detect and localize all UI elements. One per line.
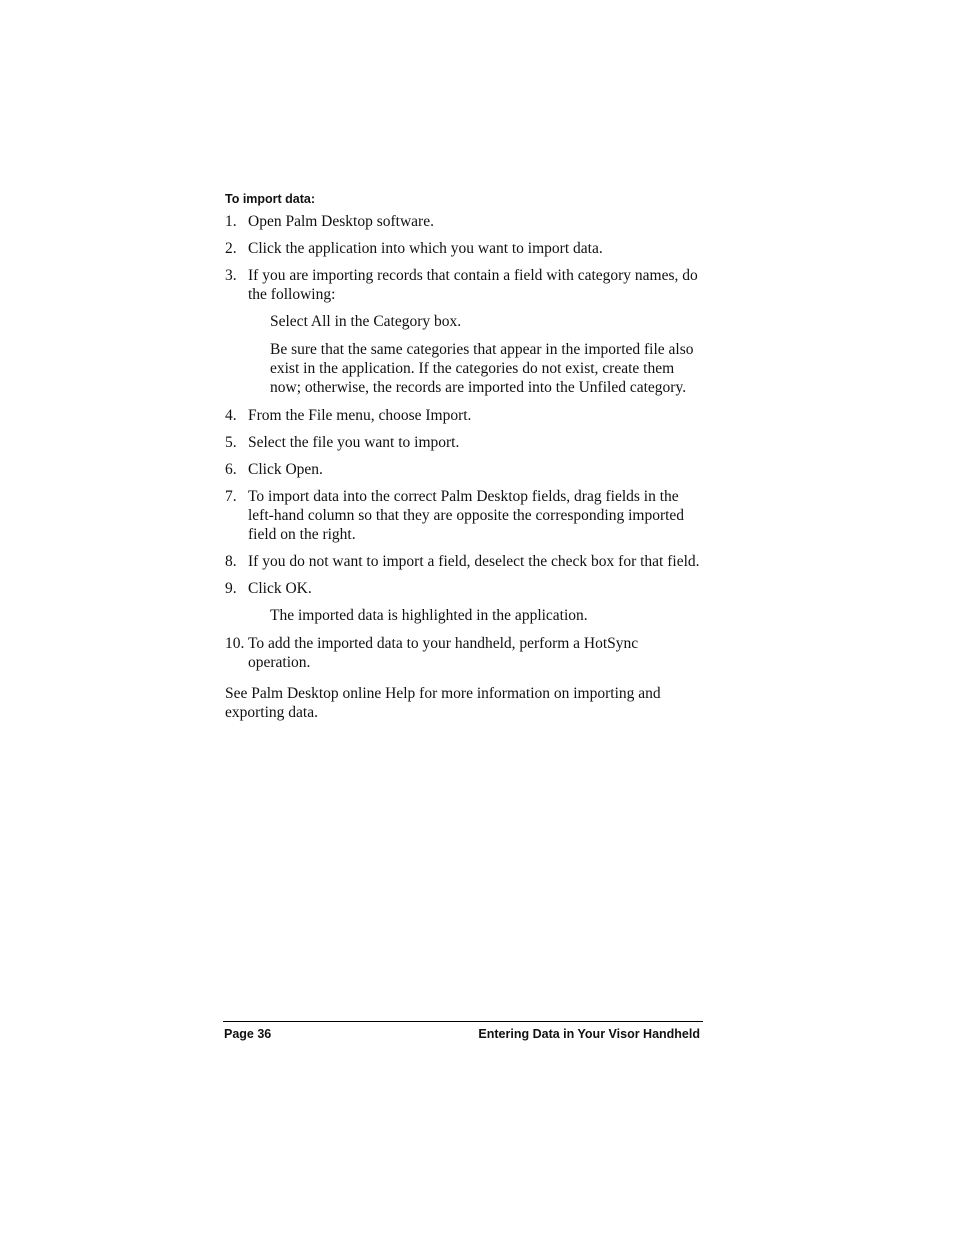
- chapter-title: Entering Data in Your Visor Handheld: [478, 1027, 700, 1041]
- step-number: 3.: [225, 267, 237, 284]
- step-number: 6.: [225, 461, 237, 478]
- step-text: If you are importing records that contain a field with category names, do the following:: [248, 267, 698, 303]
- list-item-step-1: [225, 212, 703, 231]
- step-9-note: The imported data is highlighted in the application.: [270, 607, 588, 624]
- step-number: 5.: [225, 434, 237, 451]
- step-3-note-unfiled: Be sure that the same categories that appear in the imported file also exist in the application. If the categories do not exist, create them now; otherwise, the records are imported into the Unfiled category.: [270, 341, 694, 396]
- list-item-step-2: [225, 239, 703, 258]
- step-number: 2.: [225, 240, 237, 257]
- list-item-step-10: [225, 634, 703, 672]
- step-text: To add the imported data to your handheld, perform a HotSync operation.: [248, 635, 639, 671]
- list-item-step-4: [225, 406, 703, 425]
- step-number: 9.: [225, 580, 237, 597]
- step-text: Click the application into which you want to import data.: [248, 240, 603, 257]
- list-item-step-9: [225, 579, 703, 598]
- step-number: 1.: [225, 213, 237, 230]
- footer-divider: [223, 1021, 703, 1022]
- step-text: Open Palm Desktop software.: [248, 213, 434, 230]
- step-number: 8.: [225, 553, 237, 570]
- step-3-note-category: Select All in the Category box.: [270, 313, 462, 330]
- list-item-step-5: [225, 433, 703, 452]
- step-number: 4.: [225, 407, 237, 424]
- step-text: To import data into the correct Palm Desktop fields, drag fields in the left-hand column so that they are opposite the corresponding imported field on the right.: [248, 488, 685, 543]
- step-text: Click OK.: [248, 580, 312, 597]
- page-number: Page 36: [224, 1027, 272, 1041]
- closing-paragraph: See Palm Desktop online Help for more information on importing and exporting data.: [225, 685, 661, 721]
- list-item-step-7: [225, 487, 703, 544]
- list-item-step-8: [225, 552, 703, 571]
- step-text: Click Open.: [248, 461, 323, 478]
- list-item-step-3: [225, 266, 703, 304]
- step-text: From the File menu, choose Import.: [248, 407, 472, 424]
- step-number: 10.: [225, 635, 245, 652]
- list-item-step-6: [225, 460, 703, 479]
- step-number: 7.: [225, 488, 237, 505]
- section-heading: To import data:: [225, 192, 316, 206]
- page-content: [225, 191, 703, 722]
- step-text: If you do not want to import a field, deselect the check box for that field.: [248, 553, 700, 570]
- step-text: Select the file you want to import.: [248, 434, 460, 451]
